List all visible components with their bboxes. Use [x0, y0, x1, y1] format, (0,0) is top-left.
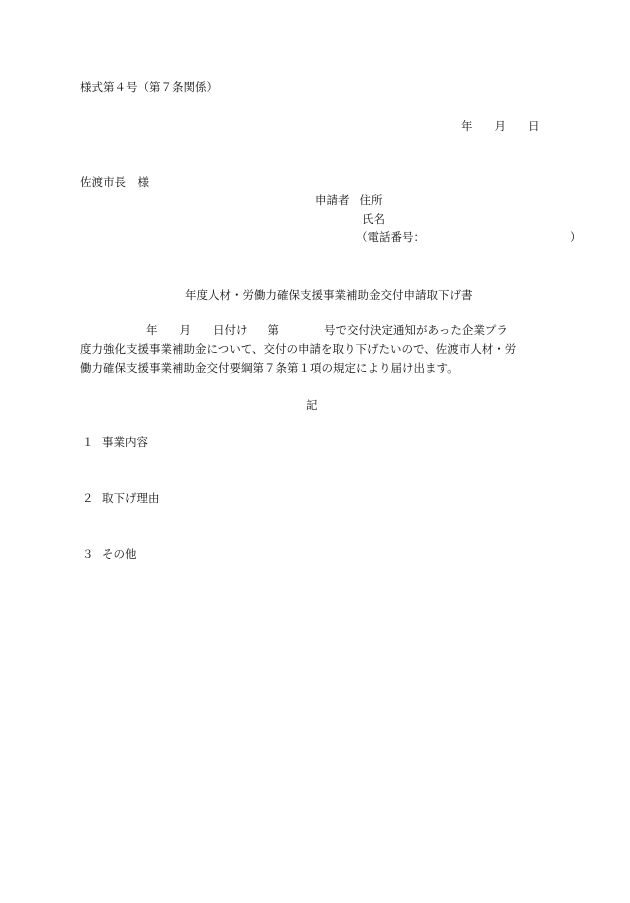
addressee: 佐渡市長 様 [80, 175, 149, 189]
phone-close: ） [570, 230, 582, 244]
applicant-phone-row [356, 229, 582, 245]
date-year: 年 [461, 119, 473, 133]
body-number-prefix: 第 [267, 323, 279, 337]
phone-label: （電話番号： [356, 230, 425, 244]
address-label: 住所 [359, 193, 383, 207]
body-line-1 [80, 322, 508, 338]
list-item [82, 434, 148, 450]
ki-heading: 記 [306, 398, 318, 412]
applicant-address-row [315, 192, 383, 208]
body-line-1-rest: 号で交付決定通知があった企業プラ [324, 323, 508, 337]
applicant-name-row [362, 211, 385, 227]
item-number: ３ [82, 547, 94, 561]
body-date-suffix: 日付け [213, 323, 248, 337]
list-item [82, 546, 137, 562]
item-label: その他 [102, 547, 137, 561]
body-month: 月 [179, 323, 191, 337]
item-number: １ [82, 435, 94, 449]
date-line [461, 118, 540, 134]
item-label: 事業内容 [102, 435, 148, 449]
body-line-3: 働力確保支援事業補助金交付要綱第７条第１項の規定により届け出ます。 [80, 361, 459, 375]
name-label: 氏名 [362, 212, 385, 226]
document-title: 年度人材・労働力確保支援事業補助金交付申請取下げ書 [185, 288, 473, 302]
item-label: 取下げ理由 [102, 491, 160, 505]
list-item [82, 490, 160, 506]
date-day: 日 [528, 119, 540, 133]
item-number: ２ [82, 491, 94, 505]
body-year: 年 [146, 323, 158, 337]
applicant-label: 申請者 [315, 193, 350, 207]
body-line-2: 度力強化支援事業補助金について、交付の申請を取り下げたいので、佐渡市人材・労 [80, 342, 517, 356]
form-number: 様式第４号（第７条関係） [80, 80, 218, 94]
date-month: 月 [494, 119, 506, 133]
